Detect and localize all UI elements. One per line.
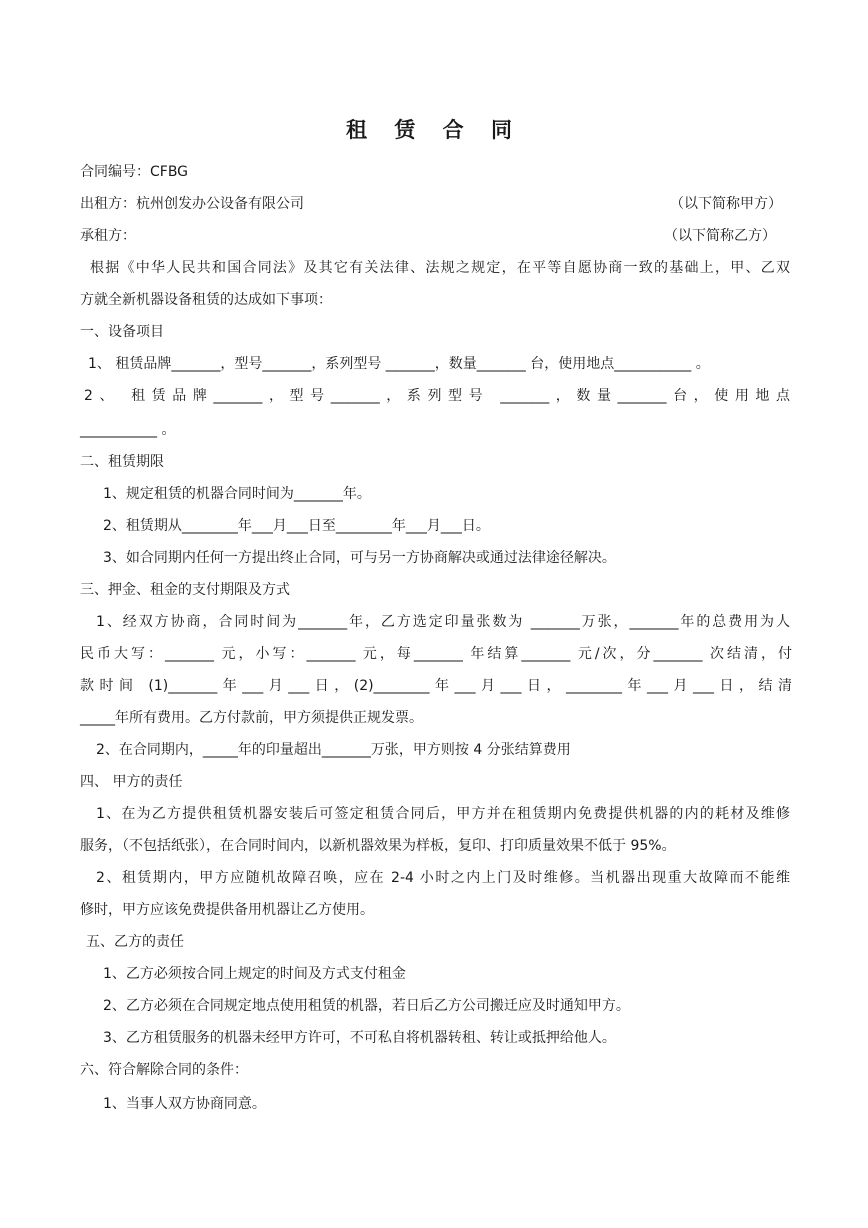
term-item-1: 1、规定租赁的机器合同时间为_______年。: [103, 486, 371, 502]
section-heading-lessee-duties: 五、乙方的责任: [86, 934, 184, 950]
lessee-note: （以下简称乙方）: [664, 228, 776, 244]
document-title: 租 赁 合 同: [346, 118, 522, 142]
term-item-2: 2、租赁期从________年___月___日至________年___月___日。: [103, 518, 490, 534]
intro-line-1: 根据《中华人民共和国合同法》及其它有关法律、法规之规定，在平等自愿协商一致的基础上，甲、乙双: [90, 260, 790, 276]
contract-number: 合同编号：CFBG: [80, 164, 189, 180]
lessor-duty-2-line-1: 2、租赁期内，甲方应随机故障召唤，应在 2-4 小时之内上门及时维修。当机器出现重大故障而不能维: [96, 870, 790, 886]
payment-item-1-line-1: 1、经双方协商，合同时间为_______年，乙方选定印量张数为 _______万张，_______年的总费用为人: [96, 614, 790, 630]
equipment-item-2: 2、 租赁品牌_______，型号_______，系列型号 _______，数量_______台，使用地点: [84, 388, 790, 404]
payment-item-1-line-3: 款时间 (1)_______年___月___日，(2)________年___月___日，________年___月___日，结清: [80, 678, 792, 694]
lessee-duty-2: 2、乙方必须在合同规定地点使用租赁的机器，若日后乙方公司搬迁应及时通知甲方。: [103, 998, 630, 1014]
equipment-item-1: 1、 租赁品牌_______，型号_______，系列型号 _______，数量_______ 台，使用地点___________ 。: [88, 356, 710, 372]
lessor-duty-1-line-2: 服务，（不包括纸张），在合同时间内，以新机器效果为样板，复印、打印质量效果不低于 95%。: [80, 838, 676, 854]
lessor-duty-2-line-2: 修时，甲方应该免费提供备用机器让乙方使用。: [80, 902, 374, 918]
intro-line-2: 方就全新机器设备租赁的达成如下事项：: [80, 292, 332, 308]
section-heading-payment: 三、押金、租金的支付期限及方式: [80, 582, 290, 598]
section-heading-equipment: 一、设备项目: [80, 324, 164, 340]
section-heading-termination: 六、符合解除合同的条件：: [80, 1062, 248, 1078]
term-item-3: 3、如合同期内任何一方提出终止合同，可与另一方协商解决或通过法律途径解决。: [103, 550, 616, 566]
lessee-duty-3: 3、乙方租赁服务的机器未经甲方许可，不可私自将机器转租、转让或抵押给他人。: [103, 1030, 616, 1046]
lessor-duty-1-line-1: 1、在为乙方提供租赁机器安装后可签定租赁合同后，甲方并在租赁期内免费提供机器的内的耗材及维修: [96, 806, 790, 822]
lessor-note: （以下简称甲方）: [670, 196, 782, 212]
equipment-item-2-cont: ___________ 。: [80, 422, 176, 438]
termination-item-1: 1、当事人双方协商同意。: [103, 1096, 266, 1112]
payment-item-2: 2、在合同期内，_____年的印量超出_______万张，甲方则按 4 分张结算费用: [96, 742, 571, 758]
section-heading-lessor-duties: 四、 甲方的责任: [80, 774, 183, 790]
lessee-line: 承租方：: [80, 228, 136, 244]
section-heading-term: 二、租赁期限: [80, 454, 164, 470]
payment-item-1-line-2: 民币大写：_______ 元，小写：_______ 元，每_______ 年结算_______ 元/次，分_______ 次结清，付: [80, 646, 792, 662]
lessee-duty-1: 1、乙方必须按合同上规定的时间及方式支付租金: [103, 966, 406, 982]
payment-item-1-line-4: _____年所有费用。乙方付款前，甲方须提供正规发票。: [80, 710, 423, 726]
lessor-line: 出租方：杭州创发办公设备有限公司: [80, 196, 304, 212]
